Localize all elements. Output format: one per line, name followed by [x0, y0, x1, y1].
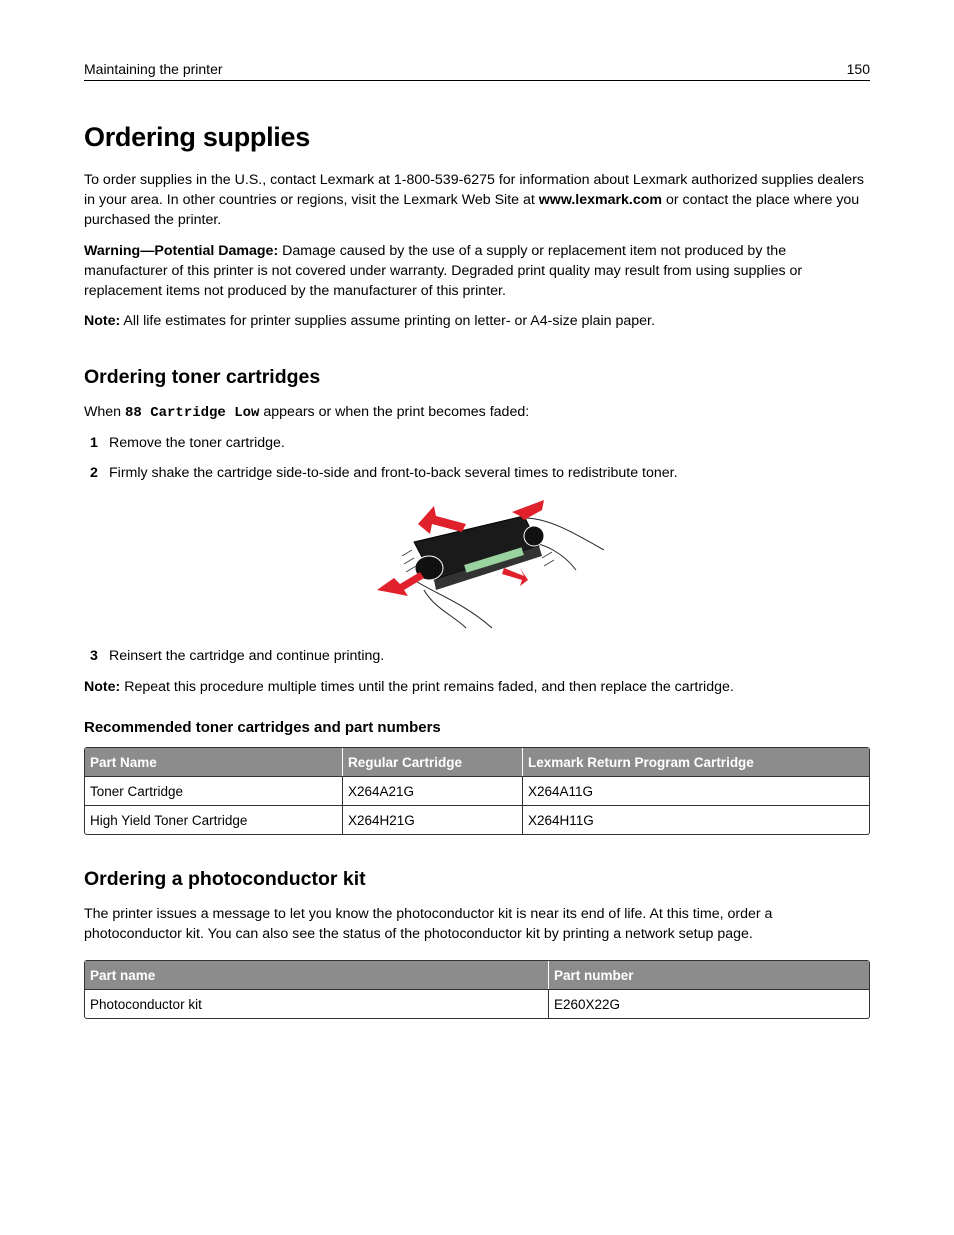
table-cell: X264H21G	[343, 805, 523, 834]
photoconductor-parts-table	[84, 960, 870, 1019]
running-header	[84, 61, 870, 81]
table-cell: High Yield Toner Cartridge	[85, 805, 343, 834]
table-cell: Photoconductor kit	[85, 989, 549, 1018]
step-3: 3 Reinsert the cartridge and continue printing.	[90, 648, 385, 664]
toner-when-paragraph: When 88 Cartridge Low appears or when the print becomes faded:	[84, 404, 530, 421]
intro-paragraph: To order supplies in the U.S., contact Lexmark at 1-800-539-6275 for information about Lexmark authorized supplies dealers in your area. In other countries or regions, visit the Lexmark Web Site at www.lexmark.com or contact the place where you purchased the printer.	[84, 172, 864, 228]
table-row	[85, 989, 869, 1018]
note-paragraph: Note: All life estimates for printer supplies assume printing on letter- or A4-size plain paper.	[84, 313, 655, 329]
table-header-row	[85, 961, 869, 989]
page-title: Ordering supplies	[84, 122, 310, 152]
table-row	[85, 805, 869, 834]
table-cell: X264H11G	[523, 805, 869, 834]
table-cell: E260X22G	[549, 989, 869, 1018]
step-1: 1 Remove the toner cartridge.	[90, 435, 285, 451]
lexmark-link[interactable]: www.lexmark.com	[538, 192, 663, 208]
column-header: Regular Cartridge	[343, 748, 523, 776]
toner-parts-table	[84, 747, 870, 835]
toner-table-title: Recommended toner cartridges and part numbers	[84, 719, 441, 736]
column-header: Lexmark Return Program Cartridge	[523, 748, 869, 776]
step-2: 2 Firmly shake the cartridge side-to-side and front-to-back several times to redistribute toner.	[90, 465, 678, 481]
printer-message: 88 Cartridge Low	[125, 405, 260, 421]
photoconductor-section-heading: Ordering a photoconductor kit	[84, 868, 366, 890]
table-row	[85, 776, 869, 805]
table-cell: Toner Cartridge	[85, 776, 343, 805]
shake-cartridge-illustration	[374, 498, 604, 633]
table-cell: X264A11G	[523, 776, 869, 805]
warning-paragraph: Warning—Potential Damage: Damage caused by the use of a supply or replacement item not produced by the manufacturer of this printer is not covered under warranty. Degraded print quality may result from using supplies or replacement items not produced by the manufacturer of this printer.	[84, 243, 803, 299]
toner-note-paragraph: Note: Repeat this procedure multiple times until the print remains faded, and then replace the cartridge.	[84, 679, 734, 695]
photoconductor-paragraph: The printer issues a message to let you know the photoconductor kit is near its end of life. At this time, order a photoconductor kit. You can also see the status of the photoconductor kit by printing a network setup page.	[84, 906, 773, 942]
table-header-row	[85, 748, 869, 776]
toner-section-heading: Ordering toner cartridges	[84, 366, 321, 388]
column-header: Part name	[85, 961, 549, 989]
table-cell: X264A21G	[343, 776, 523, 805]
column-header: Part Name	[85, 748, 343, 776]
column-header: Part number	[549, 961, 869, 989]
page-number: 150	[846, 61, 870, 77]
header-section-title: Maintaining the printer	[84, 61, 223, 77]
